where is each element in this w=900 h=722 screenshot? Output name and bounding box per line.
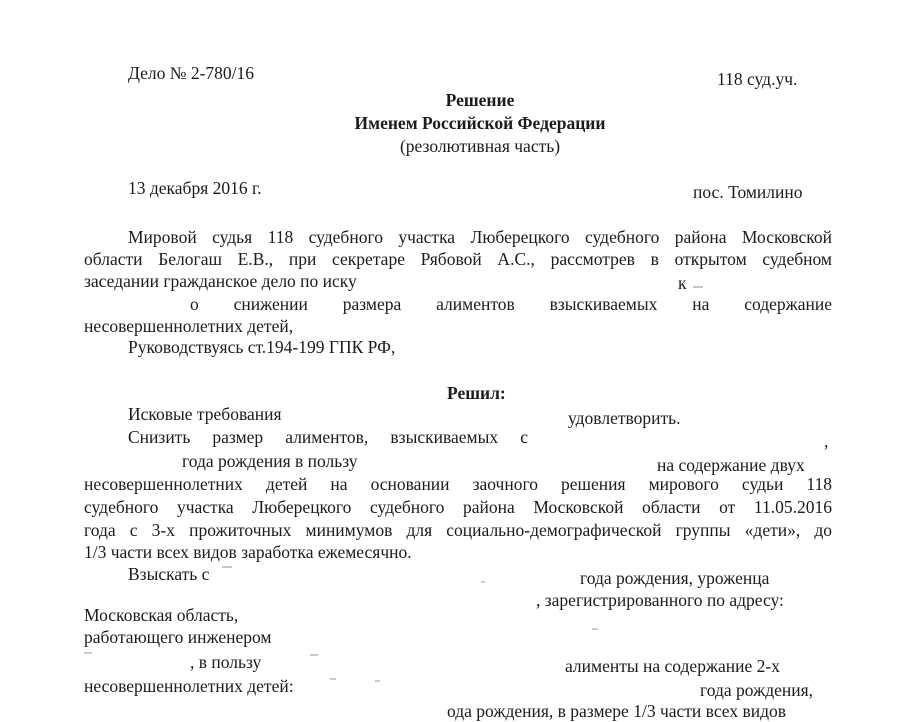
intro-line-3-right: к [678, 273, 687, 293]
recovery-line-6-right: ода рождения, в размере 1/3 части всех видов [447, 701, 787, 721]
reduce-text-right: , [824, 431, 829, 451]
recovery-line-1-right: года рождения, уроженца [580, 568, 770, 588]
intro-line-5: несовершеннолетних детей, [84, 316, 294, 336]
p2-line-3: судебного участка Люберецкого судебного района Московской области от 11.05.2016 [84, 497, 832, 517]
redaction-mark [375, 680, 380, 682]
p2-line-5: 1/3 части всех видов заработка ежемесячно. [84, 542, 412, 562]
intro-line-2: области Белогаш Е.В., при секретаре Рябовой А.С., рассмотрев в открытом судебном [84, 249, 832, 269]
court-section: 118 суд.уч. [717, 69, 798, 89]
document-subtitle: Именем Российской Федерации [354, 113, 606, 133]
redaction-mark [592, 628, 598, 630]
redaction-mark [693, 286, 703, 288]
recovery-line-3: работающего инженером [84, 627, 272, 647]
document-title: Решение [445, 90, 515, 110]
redaction-mark [310, 654, 318, 656]
case-number: Дело № 2-780/16 [128, 63, 255, 83]
redaction-mark [330, 678, 336, 680]
document-part-label: (резолютивная часть) [399, 136, 561, 156]
recovery-line-2-right: , зарегистрированного по адресу: [536, 590, 784, 610]
recovery-line-4-right: алименты на содержание 2-х [565, 656, 781, 676]
p2-line-4: года с 3-х прожиточных минимумов для социально-демографической группы «дети», до [84, 520, 832, 540]
intro-line-6: Руководствуясь ст.194-199 ГПК РФ, [128, 337, 396, 357]
claims-text-left: Исковые требования [128, 404, 282, 424]
recovery-line-5-left: несовершеннолетних детей: [84, 676, 294, 696]
recovery-line-4-mid: , в пользу [190, 652, 262, 672]
p2-line-1-right: на содержание двух [657, 455, 805, 475]
reduce-text-left: Снизить размер алиментов, взыскиваемых с [128, 427, 528, 447]
p2-line-2: несовершеннолетних детей на основании заочного решения мирового судьи 118 [84, 474, 832, 494]
redaction-mark [481, 581, 485, 583]
recovery-line-5-right: года рождения, [700, 680, 814, 700]
redaction-mark [222, 566, 232, 568]
p2-line-1-left: года рождения в пользу [182, 451, 358, 471]
claims-text-right: удовлетворить. [568, 408, 681, 428]
intro-line-3-left: заседании гражданское дело по иску [84, 271, 357, 291]
redaction-mark [84, 652, 92, 654]
decision-date: 13 декабря 2016 г. [128, 178, 262, 198]
recovery-line-1-left: Взыскать с [128, 564, 210, 584]
decision-place: пос. Томилино [693, 182, 803, 202]
recovery-line-2-left: Московская область, [84, 605, 239, 625]
decision-heading: Решил: [447, 383, 506, 403]
intro-line-1: Мировой судья 118 судебного участка Люберецкого судебного района Московской [128, 227, 832, 247]
intro-line-4: о снижении размера алиментов взыскиваемых на содержание [190, 294, 832, 314]
